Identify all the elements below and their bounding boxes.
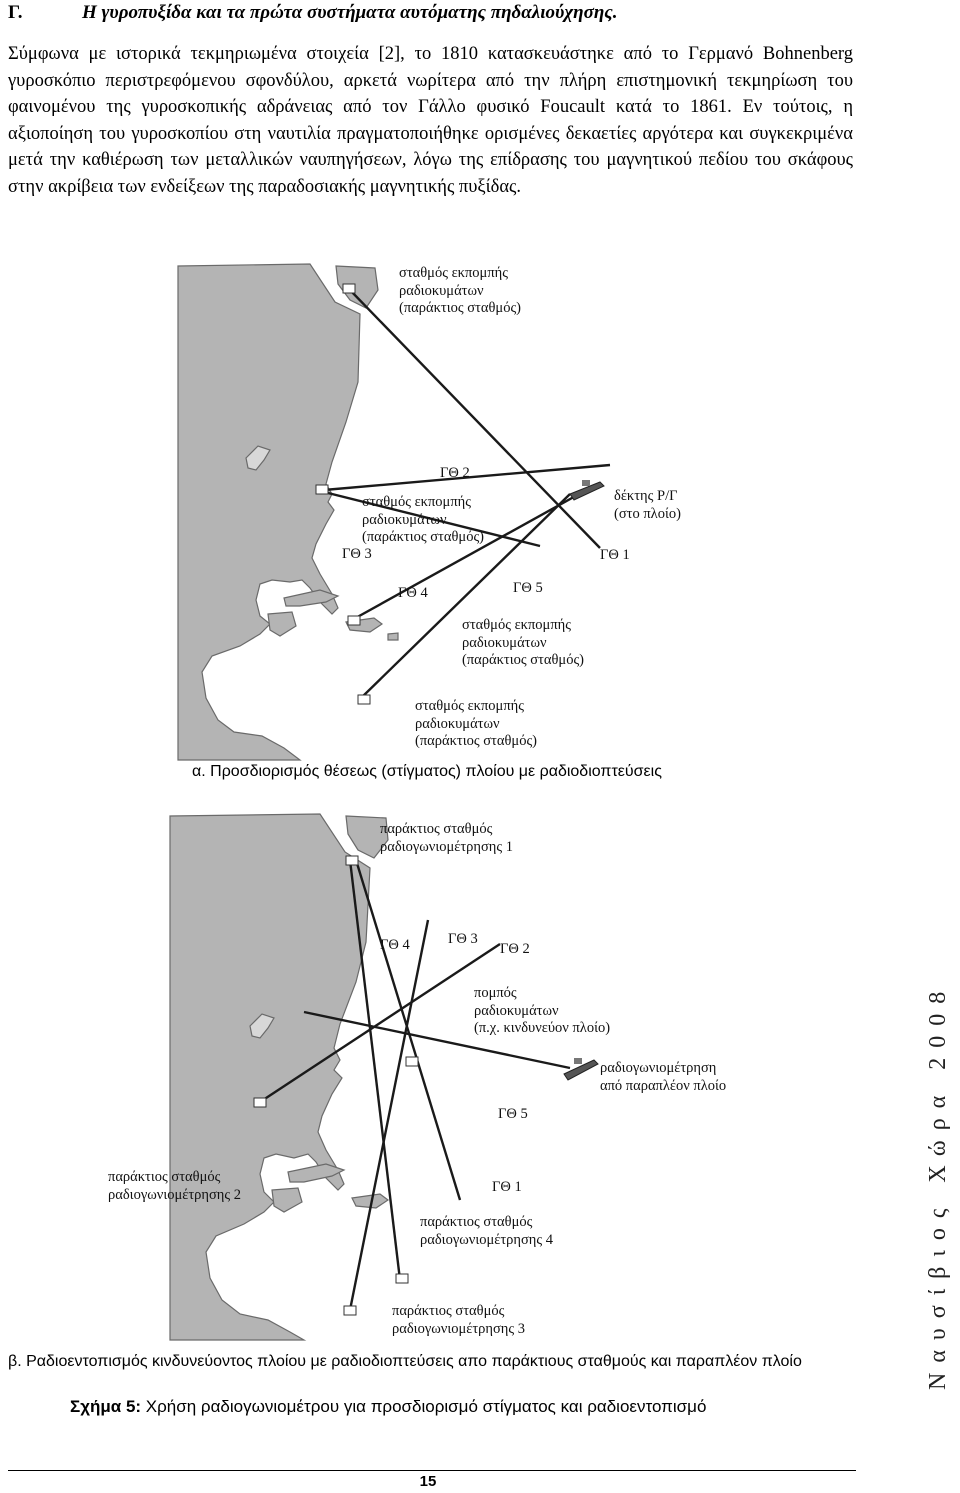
figure-title <box>70 1397 706 1417</box>
side-watermark-text: Ναυσίβιος Χώρα 2008 <box>925 981 951 1390</box>
fig-b-station-1-label: παράκτιος σταθμός ραδιογωνιομέτρησης 1 <box>380 821 513 855</box>
footer-divider <box>8 1470 856 1471</box>
section-heading <box>8 0 948 26</box>
fig-a-bearing-3: ΓΘ 3 <box>342 546 372 562</box>
fig-b-bearing-3: ΓΘ 3 <box>448 931 478 947</box>
figure-a-caption: α. Προσδιορισμός θέσεως (στίγματος) πλοίου με ραδιοδιοπτεύσεις <box>192 763 662 780</box>
fig-b-station-2-label: παράκτιος σταθμός ραδιογωνιομέτρησης 2 <box>108 1169 241 1203</box>
fig-a-bearing-5: ΓΘ 5 <box>513 580 543 596</box>
ship-a-icon <box>570 480 604 500</box>
page-number: 15 <box>419 1473 437 1490</box>
fig-a-receiver-label: δέκτης Ρ/Γ (στο πλοίο) <box>614 488 681 522</box>
section-number: Γ. <box>8 2 23 23</box>
fig-a-station-4-label: σταθμός εκπομπής ραδιοκυμάτων (παράκτιος σταθμός) <box>415 698 538 749</box>
land-b <box>170 814 388 1340</box>
fig-b-bearing-2: ΓΘ 2 <box>500 941 530 957</box>
fig-b-bearing-4: ΓΘ 4 <box>380 937 410 953</box>
figure-title-label: Σχήμα 5: <box>70 1397 142 1416</box>
section-title: Η γυροπυξίδα και τα πρώτα συστήματα αυτόματης πηδαλιούχησης. <box>82 2 618 23</box>
fig-a-station-2-label: σταθμός εκπομπής ραδιοκυμάτων (παράκτιος σταθμός) <box>362 494 485 545</box>
figure-b-caption: β. Ραδιοεντοπισμός κινδυνεύοντος πλοίου με ραδιοδιοπτεύσεις απο παράκτιους σταθμούς και παραπλέον πλοίο <box>8 1353 802 1370</box>
figure-title-text: Χρήση ραδιογωνιομέτρου για προσδιορισμό στίγματος και ραδιοεντοπισμό <box>141 1397 707 1416</box>
fig-a-bearing-1: ΓΘ 1 <box>600 547 630 563</box>
body-paragraph: Σύμφωνα με ιστορικά τεκμηριωμένα στοιχεία [2], το 1810 κατασκευάστηκε από το Γερμανό Bohnenberg γυροσκόπιο περιστρεφόμενου σφονδύλου, αρκετά νωρίτερα από την πλήρη επιστημονική τεκμηρίωση του φαινομένου της γυροσκοπικής αδράνειας από τον Γάλλο φυσικό Foucault κατά το 1861. Εν τούτοις, η αξιοποίηση του γυροσκοπίου στη ναυτιλία πραγματοποιήθηκε ορισμένες δεκαετίες αργότερα και συγκεκριμένα μετά την καθιέρωση των μεταλλικών ναυπηγήσεων, λόγω της επίδρασης του μαγνητικού πεδίου του σκάφους στην ακρίβεια των ενδείξεων της παραδοσιακής μαγνητικής πυξίδας. <box>8 44 853 197</box>
fig-b-bearing-1: ΓΘ 1 <box>492 1179 522 1195</box>
fig-b-nearby-ship-label: ραδιογωνιομέτρηση από παραπλέον πλοίο <box>600 1060 727 1094</box>
fig-b-station-3-label: παράκτιος σταθμός ραδιογωνιομέτρησης 3 <box>392 1303 525 1337</box>
fig-a-bearing-4: ΓΘ 4 <box>398 585 428 601</box>
fig-a-bearing-2: ΓΘ 2 <box>440 465 470 481</box>
fig-b-transmitter-label: πομπός ραδιοκυμάτων (π.χ. κινδυνεύον πλοίο) <box>474 985 611 1036</box>
fig-b-station-4-label: παράκτιος σταθμός ραδιογωνιομέτρησης 4 <box>420 1214 553 1248</box>
fig-b-bearing-5: ΓΘ 5 <box>498 1106 528 1122</box>
fig-a-station-3-label: σταθμός εκπομπής ραδιοκυμάτων (παράκτιος σταθμός) <box>462 617 585 668</box>
fig-a-station-1-label: σταθμός εκπομπής ραδιοκυμάτων (παράκτιος σταθμός) <box>399 265 522 316</box>
